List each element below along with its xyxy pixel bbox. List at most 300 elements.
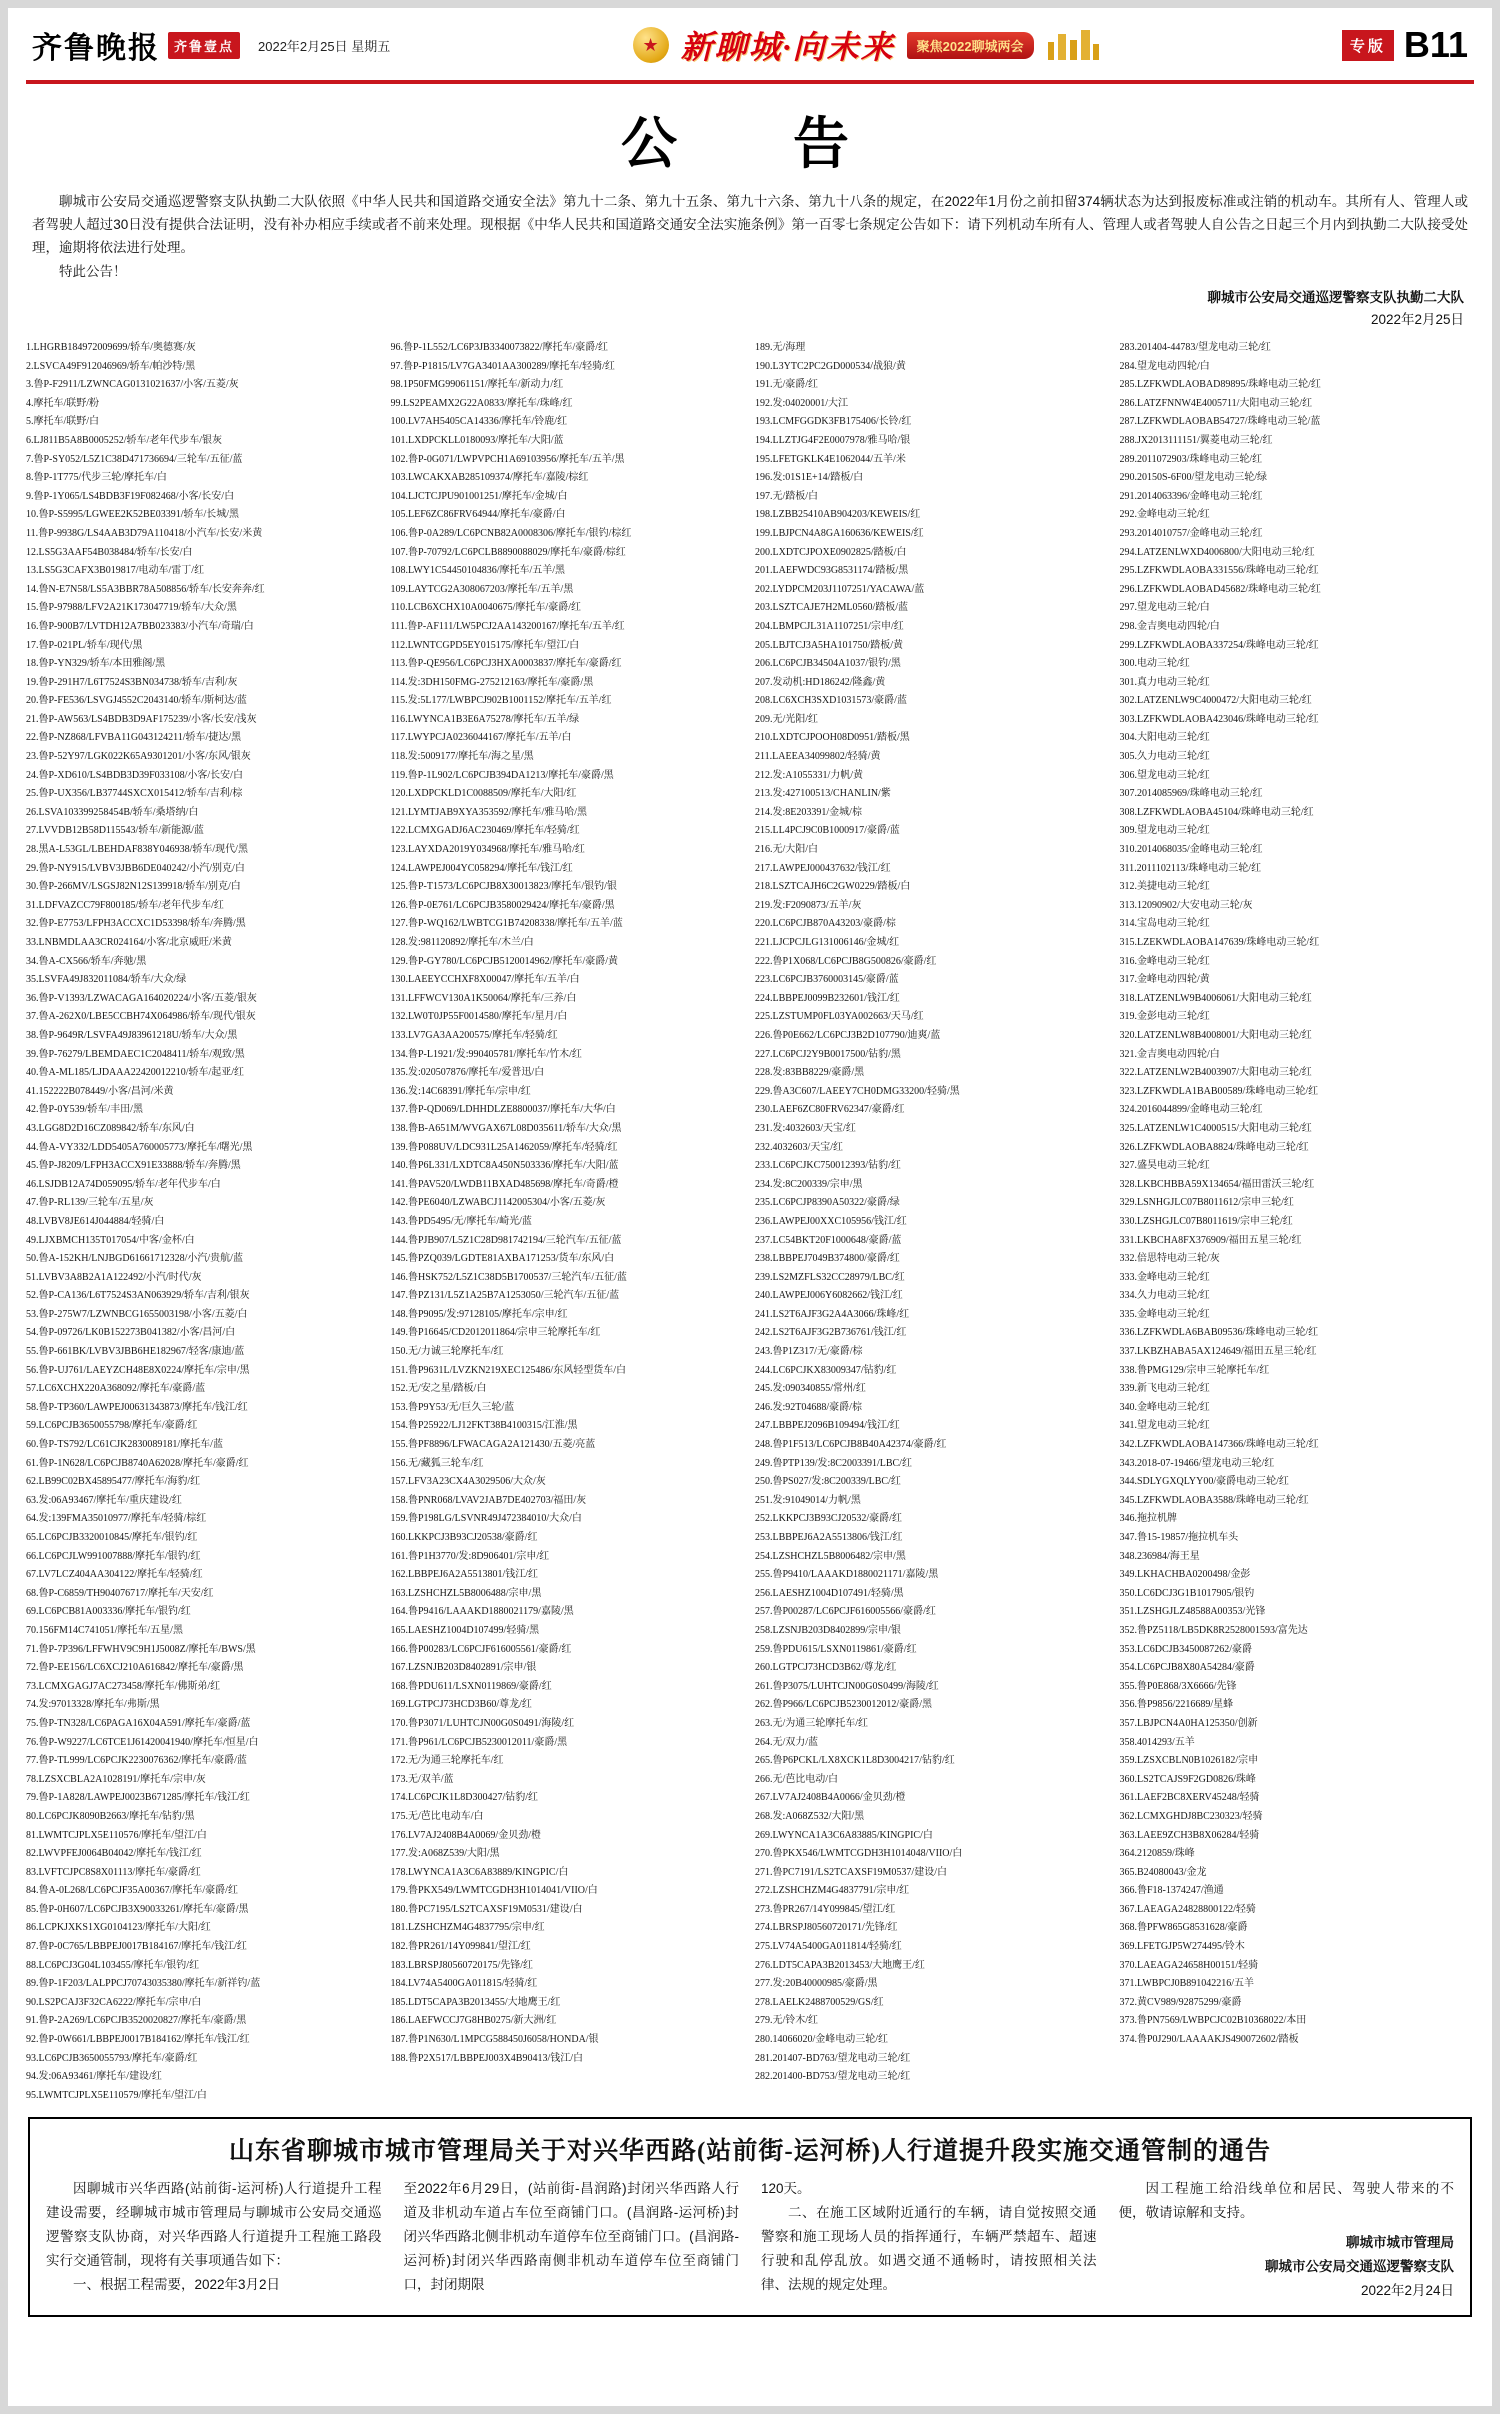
vehicle-entry: 49.LJXBMCH135T017054/中客/金杯/白 [26, 1234, 195, 1246]
vehicle-entry: 251.发:91049014/力帆/黑 [755, 1494, 861, 1506]
vehicle-entry: 362.LCMXGHDJ8BC230323/轻骑 [1119, 1810, 1263, 1822]
vehicle-entry: 17.鲁P-021PL/轿车/现代/黑 [26, 639, 143, 651]
vehicle-entry: 125.鲁P-T1573/LC6PCJB8X30013823/摩托车/银钓/银 [390, 881, 617, 893]
vehicle-entry: 237.LC54BKT20F1000648/豪爵/蓝 [755, 1234, 902, 1246]
vehicle-entry: 360.LS2TCAJS9F2GD0826/珠峰 [1119, 1773, 1256, 1785]
vehicle-entry: 99.LS2PEAMX2G22A0833/摩托车/珠峰/红 [390, 397, 573, 409]
vehicle-entry: 216.无/大阳/白 [755, 844, 819, 856]
page-number: B11 [1403, 24, 1468, 65]
vehicle-entry: 345.LZFKWDLAOBA3588/珠峰电动三轮/红 [1119, 1494, 1309, 1506]
vehicle-entry: 212.发:A1055331/力帆/黄 [755, 769, 864, 781]
vehicle-entry: 171.鲁P961/LC6PCJB5230012011/豪爵/黑 [390, 1736, 568, 1748]
vehicle-entry: 334.久力电动三轮/红 [1119, 1290, 1210, 1302]
vehicle-entry: 4.摩托车/联野/粉 [26, 397, 100, 409]
vehicle-list [26, 339, 1474, 2105]
notice-paragraph: 因聊城市兴华西路(站前街-运河桥)人行道提升工程建设需要，经聊城市城市管理局与聊城市公安局交通巡逻警察支队协商，对兴华西路人行道提升工程施工路段实行交通管制，现将有关事项通告如下： [46, 2181, 382, 2269]
vehicle-entry: 363.LAEE9ZCH3B8X06284/轻骑 [1119, 1829, 1260, 1841]
vehicle-entry: 92.鲁P-0W661/LBBPEJ0017B184162/摩托车/钱江/红 [26, 2034, 250, 2046]
vehicle-entry: 186.LAEFWCCJ7G8HB0275/新大洲/红 [390, 2015, 557, 2027]
vehicle-entry: 13.LS5G3CAFX3B019817/电动车/雷丁/红 [26, 565, 205, 577]
vehicle-entry: 25.鲁P-UX356/LB37744SXCX015412/轿车/吉利/棕 [26, 788, 243, 800]
vehicle-entry: 154.鲁P25922/LJ12FKT38B4100315/江淮/黑 [390, 1420, 578, 1432]
masthead [26, 8, 1474, 84]
vehicle-entry: 24.鲁P-XD610/LS4BDB3D39F033108/小客/长安/白 [26, 769, 243, 781]
vehicle-entry: 195.LFETGKLK4E1062044/五羊/米 [755, 453, 906, 465]
vehicle-entry: 239.LS2MZFLS32CC28979/LBC/红 [755, 1271, 905, 1283]
vehicle-entry: 169.LGTPCJ73HCD3B60/尊龙/红 [390, 1699, 532, 1711]
banner-title: 新聊城·向未来 [680, 29, 895, 65]
vehicle-entry: 155.鲁PF8896/LFWACAGA2A121430/五菱/亮蓝 [390, 1439, 596, 1451]
vehicle-entry: 159.鲁P198LG/LSVNR49J472384010/大众/白 [390, 1513, 582, 1525]
vehicle-entry: 101.LXDPCKLL0180093/摩托车/大阳/蓝 [390, 434, 564, 446]
vehicle-entry: 199.LBJPCN4A8GA160636/KEWEIS/红 [755, 527, 924, 539]
announcement-intro: 聊城市公安局交通巡逻警察支队执勤二大队依照《中华人民共和国道路交通安全法》第九十二条、第九十五条、第九十六条、第九十八条的规定，在2022年1月份之前扣留374辆状态为达到报废标准或注销的机动车。其所有人、管理人或者驾驶人超过30日没有提供合法证明，没有补办相应手续或者不前来处理。现根据《中华人民共和国道路交通安全法实施条例》第一百零七条规定公告如下：请下列机动车所有人、管理人或者驾驶人自公告之日起三个月内到执勤二大队接受处理，逾期将依法进行处理。 [32, 194, 1468, 255]
vehicle-entry: 2.LSVCA49F912046969/轿车/帕沙特/黑 [26, 360, 196, 372]
vehicle-entry: 152.无/安之星/踏板/白 [390, 1383, 487, 1395]
vehicle-entry: 228.发:83BB8229/豪爵/黑 [755, 1067, 865, 1079]
masthead-brand-block [32, 23, 390, 67]
vehicle-entry: 269.LWYNCA1A3C6A83885/KINGPIC/白 [755, 1829, 933, 1841]
vehicle-entry: 26.LSVA103399258454B/轿车/桑塔纳/白 [26, 806, 199, 818]
vehicle-entry: 162.LBBPEJ6A2A5513801/钱江/红 [390, 1569, 539, 1581]
vehicle-entry: 3.鲁P-F2911/LZWNCAG0131021637/小客/五菱/灰 [26, 379, 239, 391]
vehicle-entry: 222.鲁P1X068/LC6PCJB8G500826/豪爵/红 [755, 955, 937, 967]
vehicle-entry: 70.156FM14C741051/摩托车/五星/黑 [26, 1624, 183, 1636]
vehicle-entry: 60.鲁P-TS792/LC61CJK2830089181/摩托车/蓝 [26, 1439, 223, 1451]
vehicle-entry: 367.LAEAGA24828800122/轻骑 [1119, 1903, 1256, 1915]
masthead-edition-block [1342, 24, 1468, 66]
vehicle-entry: 213.发:427100513/CHANLIN/紫 [755, 788, 891, 800]
vehicle-entry: 85.鲁P-0H607/LC6PCJB3X90033261/摩托车/豪爵/黑 [26, 1903, 249, 1915]
vehicle-entry: 41.152222B078449/小客/昌河/米黄 [26, 1085, 174, 1097]
vehicle-entry: 317.金峰电动四轮/黄 [1119, 974, 1210, 986]
vehicle-entry: 157.LFV3A23CX4A3029506/大众/灰 [390, 1476, 546, 1488]
vehicle-entry: 250.鲁PS027/发:8C200339/LBC/红 [755, 1476, 901, 1488]
vehicle-entry: 267.LV7AJ2408B4A0066/金贝劲/橙 [755, 1792, 906, 1804]
vehicle-list-column-2 [391, 339, 746, 2105]
vehicle-entry: 211.LAEEA34099802/轻骑/黄 [755, 751, 881, 763]
vehicle-entry: 355.鲁P0E868/3X6666/先锋 [1119, 1680, 1237, 1692]
vehicle-entry: 63.发:06A93467/摩托车/重庆建设/红 [26, 1494, 182, 1506]
vehicle-entry: 66.LC6PCJLW991007888/摩托车/银钓/红 [26, 1550, 201, 1562]
vehicle-entry: 79.鲁P-1A828/LAWPEJ0023B671285/摩托车/钱江/红 [26, 1792, 250, 1804]
vehicle-entry: 257.鲁P00287/LC6PCJF616005566/豪爵/红 [755, 1606, 936, 1618]
vehicle-entry: 179.鲁PKX549/LWMTCGDH3H1014041/VIIO/白 [390, 1885, 598, 1897]
vehicle-entry: 307.2014085969/珠峰电动三轮/红 [1119, 788, 1263, 800]
vehicle-entry: 349.LKHACHBA0200498/金彭 [1119, 1569, 1251, 1581]
vehicle-entry: 178.LWYNCA1A3C6A83889/KINGPIC/白 [390, 1866, 569, 1878]
announcement-signer: 聊城市公安局交通巡逻警察支队执勤二大队 [1207, 290, 1464, 305]
vehicle-entry: 330.LZSHGJLC07B8011619/宗申三轮/红 [1119, 1215, 1293, 1227]
vehicle-entry: 29.鲁P-NY915/LVBV3JBB6DE040242/小汽/别克/白 [26, 862, 245, 874]
vehicle-entry: 96.鲁P-1L552/LC6P3JB3340073822/摩托车/豪爵/红 [390, 342, 609, 353]
vehicle-entry: 356.鲁P9856/2216689/星蜂 [1119, 1699, 1234, 1711]
vehicle-entry: 173.无/双羊/蓝 [390, 1773, 454, 1785]
vehicle-entry: 310.2014068035/金峰电动三轮/红 [1119, 844, 1263, 856]
vehicle-entry: 266.无/芭比电动/白 [755, 1773, 839, 1785]
vehicle-entry: 258.LZSNJB203D8402899/宗申/银 [755, 1624, 901, 1636]
vehicle-entry: 215.LL4PCJ9C0B1000917/豪爵/蓝 [755, 825, 900, 837]
vehicle-entry: 57.LC6XCHX220A368092/摩托车/豪爵/蓝 [26, 1383, 206, 1395]
notice-paragraph: 一、根据工程需要，2022年3月2日 [73, 2277, 281, 2293]
vehicle-entry: 104.LJCTCJPU901001251/摩托车/金城/白 [390, 490, 568, 502]
notice-column-4 [1119, 2177, 1455, 2303]
vehicle-entry: 59.LC6PCJB3650055798/摩托车/豪爵/红 [26, 1420, 198, 1432]
vehicle-entry: 322.LATZENLW2B4003907/大阳电动三轮/红 [1119, 1067, 1312, 1079]
vehicle-entry: 1.LHGRB184972009699/轿车/奥德赛/灰 [26, 342, 196, 353]
vehicle-entry: 328.LKBCHBBA59X134654/福田雷沃三轮/红 [1119, 1178, 1315, 1190]
vehicle-entry: 9.鲁P-1Y065/LS4BDB3F19F082468/小客/长安/白 [26, 490, 235, 502]
vehicle-entry: 260.LGTPCJ73HCD3B62/尊龙/红 [755, 1662, 897, 1674]
vehicle-entry: 318.LATZENLW9B4006061/大阳电动三轮/红 [1119, 992, 1312, 1004]
vehicle-entry: 277.发:20B40000985/豪爵/黑 [755, 1978, 878, 1990]
vehicle-entry: 116.LWYNCA1B3E6A75278/摩托车/五羊/绿 [390, 713, 580, 725]
vehicle-entry: 40.鲁A-ML185/LJDAAA22420012210/轿车/起亚/红 [26, 1067, 245, 1079]
vehicle-entry: 80.LC6PCJK8090B2663/摩托车/钻豹/黑 [26, 1810, 195, 1822]
vehicle-entry: 297.望龙电动三轮/白 [1119, 602, 1210, 614]
vehicle-entry: 351.LZSHGJLZ48588A00353/光锋 [1119, 1606, 1266, 1618]
vehicle-entry: 263.无/为通三轮摩托车/红 [755, 1717, 869, 1729]
vehicle-entry: 93.LC6PCJB3650055793/摩托车/豪爵/红 [26, 2052, 198, 2064]
announcement-title: 公 告 [621, 114, 879, 176]
vehicle-list-column-4 [1120, 339, 1475, 2105]
vehicle-entry: 32.鲁P-E7753/LFPH3ACCXC1D53398/轿车/奔腾/黑 [26, 918, 246, 930]
vehicle-entry: 275.LV74A5400GA011814/轻骑/红 [755, 1941, 902, 1953]
vehicle-entry: 74.发:97013328/摩托车/弗斯/黑 [26, 1699, 160, 1711]
vehicle-entry: 14.鲁N-E7N58/LS5A3BBR78A508856/轿车/长安奔奔/红 [26, 583, 265, 595]
vehicle-entry: 53.鲁P-275W7/LZWNBCG1655003198/小客/五菱/白 [26, 1308, 248, 1320]
vehicle-entry: 209.无/光阳/红 [755, 713, 819, 725]
vehicle-entry: 232.4032603/天宝/红 [755, 1141, 844, 1153]
vehicle-entry: 107.鲁P-70792/LC6PCLB8890088029/摩托车/豪爵/棕红 [390, 546, 626, 558]
vehicle-entry: 8.鲁P-1T775/代步三轮/摩托车/白 [26, 472, 167, 484]
vehicle-entry: 140.鲁P6L331/LXDTC8A450N503336/摩托车/大阳/蓝 [390, 1160, 619, 1172]
vehicle-entry: 244.LC6PCJKX83009347/钻豹/红 [755, 1364, 897, 1376]
vehicle-entry: 373.鲁PN7569/LWBPCJC02B10368022/本田 [1119, 2015, 1307, 2027]
vehicle-entry: 110.LCB6XCHX10A0040675/摩托车/豪爵/红 [390, 602, 581, 614]
announcement-section [26, 100, 1474, 2105]
vehicle-entry: 98.1P50FMG99061151/摩托车/新动力/红 [390, 379, 564, 391]
vehicle-entry: 51.LVBV3A8B2A1A122492/小汽/时代/灰 [26, 1271, 202, 1283]
vehicle-entry: 238.LBBPEJ7049B374800/豪爵/红 [755, 1253, 900, 1265]
vehicle-entry: 137.鲁P-QD069/LDHHDLZE8800037/摩托车/大华/白 [390, 1104, 616, 1116]
vehicle-entry: 282.201400-BD753/望龙电动三轮/红 [755, 2071, 911, 2083]
vehicle-entry: 42.鲁P-0Y539/轿车/丰田/黑 [26, 1104, 143, 1116]
announcement-sign-date: 2022年2月25日 [1370, 312, 1464, 327]
vehicle-entry: 223.LC6PCJB3760003145/豪爵/蓝 [755, 974, 899, 986]
vehicle-entry: 278.LAELK2488700529/GS/红 [755, 1996, 884, 2008]
vehicle-entry: 359.LZSXCBLN0B1026182/宗申 [1119, 1755, 1259, 1767]
vehicle-entry: 361.LAEF2BC8XERV45248/轻骑 [1119, 1792, 1260, 1804]
vehicle-entry: 35.LSVFA49J832011084/轿车/大众/绿 [26, 974, 187, 986]
vehicle-entry: 365.B24080043/金龙 [1119, 1866, 1207, 1878]
vehicle-entry: 274.LBRSPJ80560720171/先锋/红 [755, 1922, 898, 1934]
vehicle-entry: 326.LZFKWDLAOBA8824/珠峰电动三轮/红 [1119, 1141, 1309, 1153]
notice-column-3 [761, 2177, 1097, 2303]
vehicle-entry: 348.236984/海王星 [1119, 1550, 1200, 1562]
vehicle-entry: 50.鲁A-152KH/LNJBGD61661712328/小汽/贵航/蓝 [26, 1253, 243, 1265]
vehicle-entry: 44.鲁A-VY332/LDD5405A760005773/摩托车/曙光/黑 [26, 1141, 253, 1153]
traffic-control-notice [28, 2117, 1472, 2317]
vehicle-entry: 122.LCMXGADJ6AC230469/摩托车/轻骑/红 [390, 825, 580, 837]
vehicle-entry: 353.LC6DCJB3450087262/豪爵 [1119, 1643, 1253, 1655]
vehicle-entry: 306.望龙电动三轮/红 [1119, 769, 1210, 781]
vehicle-entry: 120.LXDPCKLD1C0088509/摩托车/大阳/红 [390, 788, 577, 800]
vehicle-entry: 229.鲁A3C607/LAEEY7CH0DMG33200/轻骑/黑 [755, 1085, 960, 1097]
vehicle-entry: 172.无/为通三轮摩托车/红 [390, 1755, 504, 1767]
vehicle-entry: 78.LZSXCBLA2A1028191/摩托车/宗申/灰 [26, 1773, 206, 1785]
notice-body [46, 2177, 1454, 2303]
vehicle-entry: 249.鲁PTP139/发:8C2003391/LBC/红 [755, 1457, 912, 1469]
vehicle-entry: 370.LAEAGA24658H00151/轻骑 [1119, 1959, 1259, 1971]
vehicle-entry: 127.鲁P-WQ162/LWBTCG1B74208338/摩托车/五羊/蓝 [390, 918, 623, 930]
vehicle-entry: 131.LFFWCV130A1K50064/摩托车/三养/白 [390, 992, 577, 1004]
vehicle-entry: 287.LZFKWDLAOBAB54727/珠峰电动三轮/蓝 [1119, 416, 1321, 428]
vehicle-entry: 111.鲁P-AF111/LW5PCJ2AA143200167/摩托车/五羊/红 [390, 620, 625, 632]
vehicle-entry: 230.LAEF6ZC80FRV62347/豪爵/红 [755, 1104, 905, 1116]
vehicle-entry: 48.LVBV8JE614J044884/轻骑/白 [26, 1215, 165, 1227]
vehicle-entry: 273.鲁PR267/14Y099845/望江/红 [755, 1903, 896, 1915]
vehicle-entry: 352.鲁PZ5118/LB5DK8R2528001593/富先达 [1119, 1624, 1308, 1636]
vehicle-entry: 184.LV74A5400GA011815/轻骑/红 [390, 1978, 538, 1990]
vehicle-entry: 208.LC6XCH3SXD1031573/豪爵/蓝 [755, 695, 907, 707]
brand-logo: 齐鲁晚报 [32, 32, 160, 65]
vehicle-entry: 72.鲁P-EE156/LC6XCJ210A616842/摩托车/豪爵/黑 [26, 1662, 244, 1674]
vehicle-entry: 69.LC6PCB81A003336/摩托车/银钓/红 [26, 1606, 191, 1618]
vehicle-entry: 185.LDT5CAPA3B2013455/大地鹰王/红 [390, 1996, 561, 2008]
vehicle-entry: 214.发:8E203391/金城/棕 [755, 806, 862, 818]
vehicle-entry: 105.LEF6ZC86FRV64944/摩托车/豪爵/白 [390, 509, 566, 521]
vehicle-entry: 39.鲁P-76279/LBEMDAEC1C2048411/轿车/观致/黑 [26, 1048, 245, 1060]
vehicle-entry: 126.鲁P-0E761/LC6PCJB3580029424/摩托车/豪爵/黑 [390, 899, 615, 911]
vehicle-entry: 166.鲁P00283/LC6PCJF616005561/豪爵/红 [390, 1643, 572, 1655]
newspaper-page [8, 8, 1492, 2406]
vehicle-entry: 321.金吉奥电动四轮/白 [1119, 1048, 1220, 1060]
vehicle-entry: 202.LYDPCM203J1107251/YACAWA/蓝 [755, 583, 925, 595]
vehicle-entry: 132.LW0T0JP55F0014580/摩托车/星月/白 [390, 1011, 568, 1023]
vehicle-entry: 286.LATZFNNW4E4005711/大阳电动三轮/红 [1119, 397, 1313, 409]
vehicle-entry: 253.LBBPEJ6A2A5513806/钱江/红 [755, 1532, 903, 1543]
vehicle-entry: 124.LAWPEJ004YC058294/摩托车/钱江/红 [390, 862, 573, 874]
vehicle-entry: 91.鲁P-2A269/LC6PCJB3520020827/摩托车/豪爵/黑 [26, 2015, 247, 2027]
vehicle-entry: 280.14066020/金峰电动三轮/红 [755, 2034, 889, 2046]
vehicle-entry: 31.LDFVAZCC79F800185/轿车/老年代步车/红 [26, 899, 224, 911]
vehicle-entry: 123.LAYXDA2019Y034968/摩托车/雅马哈/红 [390, 844, 585, 856]
vehicle-entry: 289.2011072903/珠峰电动三轮/红 [1119, 453, 1263, 465]
vehicle-entry: 240.LAWPEJ006Y6082662/钱江/红 [755, 1290, 903, 1302]
vehicle-entry: 285.LZFKWDLAOBAD89895/珠峰电动三轮/红 [1119, 379, 1321, 391]
vehicle-entry: 205.LBJTCJ3A5HA101750/踏板/黄 [755, 639, 904, 651]
vehicle-entry: 261.鲁P3075/LUHTCJN00G0S0499/海陵/红 [755, 1680, 939, 1692]
vehicle-entry: 268.发:A068Z532/大阳/黑 [755, 1810, 865, 1822]
vehicle-entry: 203.LSZTCAJE7H2ML0560/踏板/蓝 [755, 602, 909, 614]
vehicle-entry: 207.发动机:HD186242/隆鑫/黄 [755, 676, 886, 688]
vehicle-entry: 71.鲁P-7P396/LFFWHV9C9H1J5008Z/摩托车/BWS/黑 [26, 1643, 256, 1655]
vehicle-entry: 37.鲁A-262X0/LBE5CCBH74X064986/轿车/现代/银灰 [26, 1011, 256, 1023]
vehicle-entry: 206.LC6PCJB34504A1037/银钓/黑 [755, 658, 901, 670]
vehicle-entry: 246.发:92T04688/豪爵/棕 [755, 1401, 862, 1413]
vehicle-entry: 108.LWY1C54450104836/摩托车/五羊/黑 [390, 565, 566, 577]
vehicle-entry: 364.2120859/珠峰 [1119, 1848, 1195, 1860]
vehicle-entry: 147.鲁PZ131/L5Z1A25B7A1253050/三轮汽车/五征/蓝 [390, 1290, 620, 1302]
vehicle-entry: 217.LAWPEJ000437632/钱江/红 [755, 862, 891, 874]
vehicle-entry: 187.鲁P1N630/L1MPCG588450J6058/HONDA/银 [390, 2034, 599, 2046]
masthead-date: 2022年2月25日 星期五 [258, 38, 391, 54]
vehicle-entry: 82.LWVPFEJ0064B04042/摩托车/钱江/红 [26, 1848, 202, 1860]
vehicle-entry: 327.盛昊电动三轮/红 [1119, 1160, 1210, 1172]
vehicle-entry: 52.鲁P-CA136/L6T7524S3AN063929/轿车/吉利/银灰 [26, 1290, 250, 1302]
vehicle-entry: 27.LVVDB12B58D115543/轿车/新能源/蓝 [26, 825, 204, 837]
vehicle-entry: 311.2011102113/珠峰电动三轮/红 [1119, 862, 1262, 874]
vehicle-entry: 196.发:01S1E+14/踏板/白 [755, 472, 864, 484]
vehicle-entry: 372.黄CV989/92875299/豪爵 [1119, 1996, 1242, 2008]
notice-column-1 [46, 2177, 382, 2303]
vehicle-entry: 329.LSNHGJLC07B8011612/宗申三轮/红 [1119, 1197, 1294, 1209]
banner-subtitle: 聚焦2022聊城两会 [907, 32, 1034, 59]
vehicle-entry: 113.鲁P-QE956/LC6PCJ3HXA0003837/摩托车/豪爵/红 [390, 658, 622, 670]
vehicle-entry: 300.电动三轮/红 [1119, 658, 1190, 670]
vehicle-entry: 167.LZSNJB203D8402891/宗申/银 [390, 1662, 537, 1674]
vehicle-entry: 144.鲁PJB907/L5Z1C28D981742194/三轮汽车/五征/蓝 [390, 1234, 622, 1246]
vehicle-entry: 290.20150S-6F00/望龙电动三轮/绿 [1119, 472, 1268, 484]
vehicle-entry: 265.鲁P6PCKL/LX8XCK1L8D3004217/钻豹/红 [755, 1755, 955, 1767]
vehicle-entry: 88.LC6PCJ3G04L103455/摩托车/银钓/红 [26, 1959, 200, 1971]
vehicle-entry: 254.LZSHCHZL5B8006482/宗申/黑 [755, 1550, 906, 1562]
brand-badge: 齐鲁壹点 [168, 32, 240, 59]
vehicle-entry: 150.无/力诚三轮摩托车/红 [390, 1346, 504, 1358]
vehicle-entry: 16.鲁P-900B7/LVTDH12A7BB023383/小汽车/奇瑞/白 [26, 620, 254, 632]
vehicle-entry: 324.2016044899/金峰电动三轮/红 [1119, 1104, 1263, 1116]
vehicle-entry: 36.鲁P-V1393/LZWACAGA164020224/小客/五菱/银灰 [26, 992, 257, 1004]
vehicle-entry: 129.鲁P-GY780/LC6PCJB5120014962/摩托车/豪爵/黄 [390, 955, 619, 967]
vehicle-entry: 94.发:06A93461/摩托车/建设/红 [26, 2071, 162, 2083]
vehicle-entry: 45.鲁P-J8209/LFPH3ACCX91E33888/轿车/奔腾/黑 [26, 1160, 241, 1172]
vehicle-entry: 210.LXDTCJPOOH08D0951/踏板/黑 [755, 732, 910, 744]
vehicle-entry: 234.发:8C200339/宗申/黑 [755, 1178, 863, 1190]
notice-paragraph: 至2022年6月29日，(站前街-昌润路)封闭兴华西路人行道及非机动车道占车位至商铺门口。(昌润路-运河桥)封闭兴华西路北侧非机动车道停车位至商铺门口。(昌润路-运河桥)封闭兴华西路南侧非机动车道停车位至商铺门口，封闭期限 [403, 2181, 739, 2293]
vehicle-entry: 342.LZFKWDLAOBA147366/珠峰电动三轮/红 [1119, 1439, 1319, 1451]
vehicle-entry: 114.发:3DH150FMG-275212163/摩托车/豪爵/黑 [390, 676, 594, 688]
vehicle-entry: 303.LZFKWDLAOBA423046/珠峰电动三轮/红 [1119, 713, 1319, 725]
vehicle-entry: 302.LATZENLW9C4000472/大阳电动三轮/红 [1119, 695, 1312, 707]
vehicle-entry: 23.鲁P-52Y97/LGK022K65A9301201/小客/东风/银灰 [26, 751, 251, 763]
vehicle-entry: 340.金峰电动三轮/红 [1119, 1401, 1210, 1413]
vehicle-entry: 76.鲁P-W9227/LC6TCE1J61420041940/摩托车/恒星/白 [26, 1736, 259, 1748]
vehicle-entry: 341.望龙电动三轮/红 [1119, 1420, 1210, 1432]
vehicle-entry: 294.LATZENLWXD4006800/大阳电动三轮/红 [1119, 546, 1315, 558]
vehicle-entry: 38.鲁P-9649R/LSVFA49J83961218U/轿车/大众/黑 [26, 1029, 238, 1041]
vehicle-entry: 313.12090902/大安电动三轮/灰 [1119, 899, 1253, 911]
vehicle-entry: 134.鲁P-L1921/发:990405781/摩托车/竹木/红 [390, 1048, 582, 1060]
vehicle-entry: 28.黑A-L53GL/LBEHDAF838Y046938/轿车/现代/黑 [26, 844, 248, 856]
vehicle-entry: 247.LBBPEJ2096B109494/钱江/红 [755, 1420, 900, 1432]
vehicle-entry: 148.鲁P9095/发:97128105/摩托车/宗申/红 [390, 1308, 568, 1320]
vehicle-entry: 312.美捷电动三轮/红 [1119, 881, 1210, 893]
vehicle-entry: 220.LC6PCJB870A43203/豪爵/棕 [755, 918, 896, 930]
notice-title: 山东省聊城市城市管理局关于对兴华西路(站前街-运河桥)人行道提升段实施交通管制的通告 [229, 2138, 1271, 2166]
vehicle-entry: 136.发:14C68391/摩托车/宗申/红 [390, 1085, 531, 1097]
vehicle-entry: 181.LZSHCHZM4G4837795/宗申/红 [390, 1922, 545, 1934]
vehicle-entry: 10.鲁P-S5995/LGWEE2K52BE03391/轿车/长城/黑 [26, 509, 240, 521]
vehicle-entry: 176.LV7AJ2408B4A0069/金贝劲/橙 [390, 1829, 541, 1841]
vehicle-entry: 133.LV7GA3AA200575/摩托车/轻骑/红 [390, 1029, 558, 1041]
vehicle-entry: 55.鲁P-661BK/LVBV3JBB6HE182967/轻客/康迪/蓝 [26, 1346, 245, 1358]
vehicle-entry: 225.LZSTUMP0FL03YA002663/天马/红 [755, 1011, 924, 1023]
vehicle-entry: 292.金峰电动三轮/红 [1119, 509, 1210, 521]
vehicle-entry: 224.LBBPEJ0099B232601/钱江/红 [755, 992, 900, 1004]
vehicle-entry: 299.LZFKWDLAOBA337254/珠峰电动三轮/红 [1119, 639, 1319, 651]
vehicle-entry: 371.LWBPCJ0B891042216/五羊 [1119, 1978, 1255, 1990]
notice-sign-date: 2022年2月24日 [1360, 2283, 1454, 2299]
vehicle-entry: 189.无/海理 [755, 342, 806, 353]
vehicle-entry: 6.LJ811B5A8B0005252/轿车/老年代步车/银灰 [26, 434, 223, 446]
vehicle-entry: 252.LKKPCJ3B93CJ20532/豪爵/红 [755, 1513, 902, 1525]
vehicle-entry: 276.LDT5CAPA3B2013453/大地鹰王/红 [755, 1959, 925, 1971]
vehicle-entry: 151.鲁P9631L/LVZKN219XEC125486/东风轻型货车/白 [390, 1364, 626, 1376]
vehicle-entry: 298.金吉奥电动四轮/白 [1119, 620, 1220, 632]
vehicle-entry: 204.LBMPCJL31A1107251/宗申/红 [755, 620, 904, 632]
vehicle-entry: 325.LATZENLW1C4000515/大阳电动三轮/红 [1119, 1122, 1312, 1134]
vehicle-entry: 5.摩托车/联野/白 [26, 416, 100, 428]
vehicle-entry: 67.LV7LCZ404AA304122/摩托车/轻骑/红 [26, 1569, 203, 1581]
vehicle-entry: 283.201404-44783/望龙电动三轮/红 [1119, 342, 1271, 353]
vehicle-entry: 22.鲁P-NZ868/LFVBA11G043124211/轿车/捷达/黑 [26, 732, 242, 744]
vehicle-entry: 331.LKBCHA8FX376909/福田五星三轮/红 [1119, 1234, 1302, 1246]
vehicle-entry: 256.LAESHZ1004D107491/轻骑/黑 [755, 1587, 904, 1599]
vehicle-entry: 354.LC6PCJB8X80A54284/豪爵 [1119, 1662, 1255, 1674]
vehicle-entry: 197.无/踏板/白 [755, 490, 819, 502]
vehicle-entry: 73.LCMXGAGJ7AC273458/摩托车/佛斯弟/红 [26, 1680, 221, 1692]
vehicle-entry: 95.LWMTCJPLX5E110579/摩托车/望江/白 [26, 2089, 207, 2101]
vehicle-entry: 304.大阳电动三轮/红 [1119, 732, 1210, 744]
vehicle-entry: 128.发:981120892/摩托车/木兰/白 [390, 937, 534, 948]
vehicle-entry: 153.鲁P9Y53/无/巨久三轮/蓝 [390, 1401, 515, 1413]
vehicle-entry: 193.LCMFGGDK3FB175406/长铃/红 [755, 416, 912, 428]
edition-badge: 专版 [1342, 30, 1394, 61]
vehicle-entry: 175.无/芭比电动车/白 [390, 1810, 484, 1822]
vehicle-entry: 143.鲁PD5495/无/摩托车/崎光/蓝 [390, 1215, 532, 1227]
vehicle-entry: 182.鲁PR261/14Y099841/望江/红 [390, 1941, 531, 1953]
vehicle-entry: 56.鲁P-UJ761/LAEYZCH48E8X0224/摩托车/宗申/黑 [26, 1364, 250, 1376]
vehicle-entry: 61.鲁P-1N628/LC6PCJB8740A62028/摩托车/豪爵/红 [26, 1457, 249, 1469]
notice-paragraph: 二、在施工区域附近通行的车辆，请自觉按照交通警察和施工现场人员的指挥通行，车辆严禁超车、超速行驶和乱停乱放。如遇交通不通畅时，请按照相关法律、法规的规定处理。 [761, 2205, 1097, 2293]
vehicle-entry: 58.鲁P-TP360/LAWPEJ00631343873/摩托车/钱江/红 [26, 1401, 248, 1413]
masthead-banner [633, 22, 1100, 68]
vehicle-entry: 264.无/双力/蓝 [755, 1736, 819, 1748]
vehicle-entry: 358.4014293/五羊 [1119, 1736, 1195, 1748]
vehicle-entry: 86.LCPKJXKS1XG0104123/摩托车/大阳/红 [26, 1922, 211, 1934]
vehicle-entry: 192.发:04020001/大江 [755, 397, 849, 409]
vehicle-entry: 272.LZSHCHZM4G4837791/宗申/红 [755, 1885, 910, 1897]
vehicle-entry: 344.SDLYGXQLYY00/豪爵电动三轮/红 [1119, 1476, 1289, 1488]
vehicle-entry: 191.无/豪爵/红 [755, 379, 819, 391]
vehicle-entry: 346.拖拉机牌 [1119, 1513, 1177, 1525]
vehicle-entry: 314.宝岛电动三轮/红 [1119, 918, 1210, 930]
vehicle-entry: 374.鲁P0J290/LAAAAKJS490072602/踏板 [1119, 2034, 1299, 2046]
notice-signer-1: 聊城市城市管理局 [1346, 2235, 1454, 2251]
vehicle-entry: 87.鲁P-0C765/LBBPEJ0017B184167/摩托车/钱江/红 [26, 1941, 247, 1953]
vehicle-entry: 46.LSJDB12A74D059095/轿车/老年代步车/白 [26, 1178, 221, 1190]
vehicle-entry: 231.发:4032603/天宝/红 [755, 1122, 856, 1134]
vehicle-entry: 295.LZFKWDLAOBA331556/珠峰电动三轮/红 [1119, 565, 1319, 577]
vehicle-list-column-3 [755, 339, 1110, 2105]
vehicle-entry: 160.LKKPCJ3B93CJ20538/豪爵/红 [390, 1532, 538, 1543]
vehicle-entry: 62.LB99C02BX45895477/摩托车/海豹/红 [26, 1476, 201, 1488]
vehicle-entry: 309.望龙电动三轮/红 [1119, 825, 1210, 837]
vehicle-entry: 241.LS2T6AJF3G2A4A3066/珠峰/红 [755, 1308, 910, 1320]
vehicle-entry: 135.发:020507876/摩托车/爱普迅/白 [390, 1067, 545, 1079]
vehicle-entry: 291.2014063396/金峰电动三轮/红 [1119, 490, 1263, 502]
